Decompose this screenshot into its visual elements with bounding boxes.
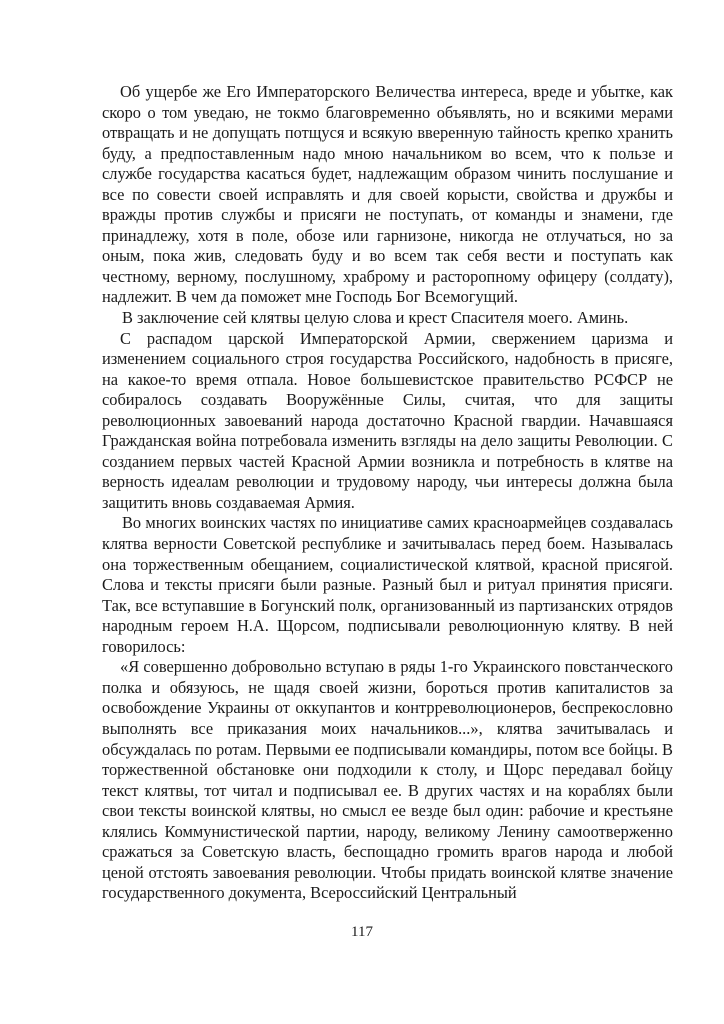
paragraph-bogunsky-oath-quote: «Я совершенно добровольно вступаю в ряды 1-го Украинского повстанческого полка и обязуюсь, не щадя своей жизни, бороться против капиталистов за освобождение Украины от оккупантов и контрреволюционеров, беспрекословно выполнять все приказания моих начальников...», клятва зачитывалась и обсуждалась по ротам. Первыми ее подписывали командиры, потом все бойцы. В торжественной обстановке они подходили к столу, и Щорс передавал бойцу текст клятвы, тот читал и подписывал ее. В других частях и на кораблях были свои тексты воинской клятвы, но смысл ее везде был один: рабочие и крестьяне клялись Коммунистической партии, народу, великому Ленину самоотверженно сражаться за Советскую власть, беспощадно громить врагов народа и любой ценой отстоять завоевания революции. Чтобы придать воинской клятве значение государственного документа, Всероссийский Центральный xyxy=(102,657,673,903)
body-text xyxy=(102,82,673,904)
paragraph-army-collapse: С распадом царской Императорской Армии, свержением царизма и изменением социального строя государства Российского, надобность в присяге, на какое-то время отпала. Новое большевистское правительство РСФСР не собиралось создавать Вооружённые Силы, считая, что для защиты революционных завоеваний народа достаточно Красной гвардии. Начавшаяся Гражданская война потребовала изменить взгляды на дело защиты Революции. С созданием первых частей Красной Армии возникла и потребность в клятве на верность идеалам революции и трудовому народу, чьи интересы должна была защитить вновь создаваемая Армия. xyxy=(102,328,673,512)
paragraph-oath-amen: В заключение сей клятвы целую слова и крест Спасителя моего. Аминь. xyxy=(122,308,629,328)
page-number: 117 xyxy=(351,924,373,940)
paragraph-red-oath-origins: Во многих воинских частях по инициативе самих красноармейцев создавалась клятва верности Советской республике и зачитывалась перед боем. Называлась она торжественным обещанием, социалистической клятвой, красной присягой. Слова и тексты присяги были разные. Разный был и ритуал принятия присяги. Так, все вступавшие в Богунский полк, организованный из партизанских отрядов народным героем Н.А. Щорсом, подписывали революционную клятву. В ней говорилось: xyxy=(102,513,673,656)
paragraph-oath-conclusion-duties: Об ущербе же Его Императорского Величества интереса, вреде и убытке, как скоро о том уведаю, не токмо благовременно объявлять, но и всякими мерами отвращать и не допущать потщуся и всякую вверенную тайность крепко хранить буду, а предпоставленным надо мною начальником во всем, что к пользе и службе государства касаться будет, надлежащим образом чинить послушание и все по совести своей исправлять и для своей корысти, свойства и дружбы и вражды против службы и присяги не поступать, от команды и знамени, где принадлежу, хотя в поле, обозе или гарнизоне, никогда не отлучаться, но за оным, пока жив, следовать буду и во всем так себя вести и поступать как честному, верному, послушному, храброму и расторопному офицеру (солдату), надлежит. В чем да поможет мне Господь Бог Всемогущий. xyxy=(102,82,673,307)
